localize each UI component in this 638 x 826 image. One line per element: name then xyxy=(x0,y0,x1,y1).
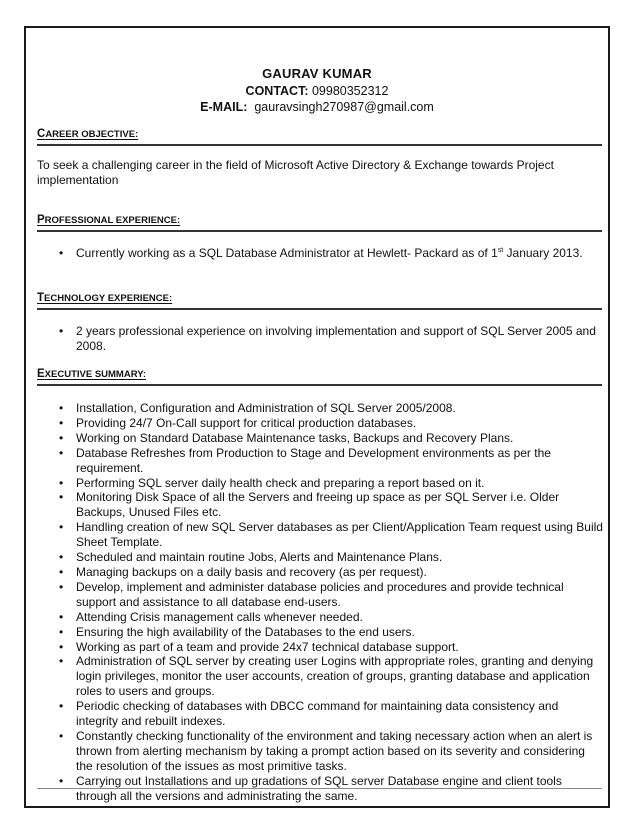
heading-initial: T xyxy=(37,292,45,304)
section-divider xyxy=(37,384,602,386)
heading-rest: ECHNOLOGY EXPERIENCE: xyxy=(44,293,173,304)
section-divider xyxy=(37,230,602,232)
list-item: • Constantly checking functionality of the environment and taking necessary action when an alert is thrown from alerting mechanism by taking a prompt action based on its severity and considering the resolution of the issues as most primitive tasks. xyxy=(37,729,603,774)
footer-divider xyxy=(37,788,602,789)
list-item: • Performing SQL server daily health check and preparing a report based on it. xyxy=(37,476,603,491)
heading-rest: XECUTIVE SUMMARY: xyxy=(44,369,147,380)
email-label: E-MAIL: xyxy=(200,100,248,114)
list-item: • Attending Crisis management calls whenever needed. xyxy=(37,610,603,625)
executive-summary-heading xyxy=(37,368,146,380)
list-item: • Working as part of a team and provide 24x7 technical database support. xyxy=(37,640,603,655)
list-item: • 2 years professional experience on involving implementation and support of SQL Server 2005 and 2008. xyxy=(37,324,603,354)
section-divider xyxy=(37,144,602,146)
heading-rest: AREER OBJECTIVE: xyxy=(45,129,139,140)
resume-page xyxy=(24,26,610,808)
executive-summary-list xyxy=(37,401,603,803)
list-item: • Periodic checking of databases with DBCC command for maintaining data consistency and integrity and rebuilt indexes. xyxy=(37,699,603,729)
email-line xyxy=(26,100,608,114)
heading-initial: P xyxy=(37,214,45,226)
career-objective-heading xyxy=(37,128,138,140)
contact-phone: 09980352312 xyxy=(308,84,389,98)
list-item: • Managing backups on a daily basis and recovery (as per request). xyxy=(37,565,603,580)
contact-label: CONTACT: xyxy=(245,84,309,98)
professional-experience-heading xyxy=(37,214,180,226)
career-objective-text: To seek a challenging career in the field of Microsoft Active Directory & Exchange towards Project implementation xyxy=(37,158,554,187)
list-item: • Working on Standard Database Maintenance tasks, Backups and Recovery Plans. xyxy=(37,431,603,446)
professional-experience-list xyxy=(37,246,603,261)
technology-experience-heading xyxy=(37,292,172,304)
list-item: • Scheduled and maintain routine Jobs, Alerts and Maintenance Plans. xyxy=(37,550,603,565)
list-item: • Administration of SQL server by creating user Logins with appropriate roles, granting and denying login privileges, monitor the user accounts, creation of groups, granting database and application roles to users and groups. xyxy=(37,654,603,699)
contact-line xyxy=(26,84,608,98)
heading-initial: E xyxy=(37,368,45,380)
heading-initial: C xyxy=(37,128,46,140)
list-item: • Database Refreshes from Production to Stage and Development environments as per the requirement. xyxy=(37,446,603,476)
heading-rest: ROFESSIONAL EXPERIENCE: xyxy=(44,215,181,226)
list-item: • Currently working as a SQL Database Administrator at Hewlett- Packard as of 1st January 2013. xyxy=(37,246,603,261)
candidate-name: GAURAV KUMAR xyxy=(262,66,372,81)
technology-experience-list xyxy=(37,324,603,354)
list-item: • Carrying out Installations and up gradations of SQL server Database engine and client tools through all the versions and administrating the same. xyxy=(37,774,603,804)
list-item: • Monitoring Disk Space of all the Servers and freeing up space as per SQL Server i.e. Older Backups, Unused Files etc. xyxy=(37,490,603,520)
list-item: • Handling creation of new SQL Server databases as per Client/Application Team request using Build Sheet Template. xyxy=(37,520,603,550)
list-item: • Providing 24/7 On-Call support for critical production databases. xyxy=(37,416,603,431)
section-divider xyxy=(37,308,602,310)
email-address: gauravsingh270987@gmail.com xyxy=(247,100,434,114)
list-item: • Ensuring the high availability of the Databases to the end users. xyxy=(37,625,603,640)
list-item: • Installation, Configuration and Administration of SQL Server 2005/2008. xyxy=(37,401,603,416)
list-item: • Develop, implement and administer database policies and procedures and provide technical support and assistance to all database end-users. xyxy=(37,580,603,610)
